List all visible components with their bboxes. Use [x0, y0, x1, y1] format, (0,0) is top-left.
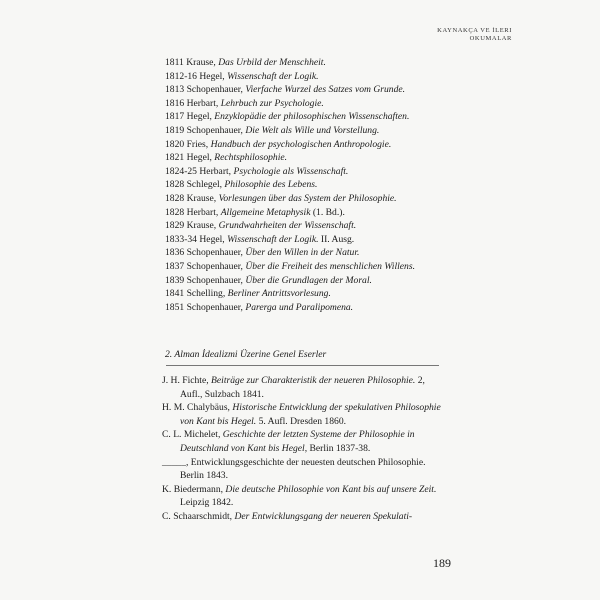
chronology-entry	[165, 124, 465, 138]
chronology-entry	[165, 274, 465, 288]
entry-year: 1821	[165, 152, 185, 164]
chronology-entry	[165, 301, 465, 315]
entry-suffix: 2, Aufl., Sulzbach 1841.	[180, 375, 425, 400]
running-head-line-1: KAYNAKÇA VE İLERI	[437, 27, 512, 34]
entry-author: Schlegel,	[184, 179, 225, 191]
bibliography-entry	[162, 510, 444, 524]
bibliography-list	[162, 374, 444, 524]
entry-title: Vierfache Wurzel des Satzes vom Grunde.	[245, 84, 406, 96]
entry-title: Psychologie als Wissenschaft.	[233, 165, 349, 177]
chronology-entry	[165, 206, 465, 220]
entry-title: Handbuch der psychologischen Anthropologie.	[210, 138, 392, 150]
entry-title: Über den Willen in der Natur.	[245, 247, 360, 259]
chronology-entry	[165, 287, 465, 301]
entry-year: 1839	[165, 274, 185, 286]
entry-year: 1828	[165, 206, 185, 218]
bibliography-entry	[162, 401, 444, 428]
entry-author: Krause,	[183, 57, 219, 68]
entry-title: Über die Grundlagen der Moral.	[245, 274, 372, 286]
entry-title: Die deutsche Philosophie von Kant bis auf unsere Zeit.	[225, 483, 437, 495]
entry-title: Beiträge zur Charakteristik der neueren Philosophie.	[211, 375, 416, 386]
entry-author: Hegel,	[196, 233, 228, 245]
entry-title: Geschichte der letzten Systeme der Philosophie in Deutschland von Kant bis Hegel,	[180, 429, 415, 454]
chronology-entry	[165, 138, 465, 152]
chronology-entry	[165, 56, 465, 70]
entry-title: Berliner Antrittsvorlesung.	[227, 288, 331, 300]
chronology-entry	[165, 246, 465, 260]
chronology-entry	[165, 192, 465, 206]
entry-author: Fries,	[184, 138, 211, 150]
entry-author: Schopenhauer,	[184, 274, 246, 286]
entry-author: Schopenhauer,	[184, 301, 246, 313]
entry-author: _____,	[162, 456, 191, 468]
entry-year: 1829	[165, 220, 185, 232]
chronology-entry	[165, 165, 465, 179]
entry-author: K. Biedermann,	[162, 483, 226, 495]
chronology-list	[165, 56, 465, 314]
entry-title: Die Welt als Wille und Vorstellung.	[245, 124, 380, 136]
entry-author: C. L. Michelet,	[162, 429, 223, 441]
chronology-entry	[165, 70, 465, 84]
entry-author: Krause,	[184, 220, 219, 232]
entry-year: 1828	[165, 179, 185, 191]
entry-year: 1851	[165, 301, 185, 313]
entry-author: Schelling,	[184, 288, 228, 300]
entry-title: Grundwahrheiten der Wissenschaft.	[218, 220, 357, 232]
entry-suffix: (1. Bd.).	[310, 206, 345, 218]
entry-author: Herbart,	[196, 165, 234, 177]
entry-title: Lehrbuch zur Psychologie.	[220, 97, 324, 109]
running-head	[437, 27, 512, 43]
entry-title: Philosophie des Lebens.	[224, 179, 318, 191]
entry-year: 1836	[165, 247, 185, 259]
entry-author: Hegel,	[184, 111, 215, 123]
entry-title: Rechtsphilosophie.	[214, 152, 288, 164]
entry-suffix: 5. Aufl. Dresden 1860.	[256, 415, 347, 427]
chronology-entry	[165, 110, 465, 124]
entry-suffix: Berlin 1837-38.	[307, 442, 371, 454]
entry-suffix: II. Ausg.	[318, 233, 355, 245]
entry-year: 1828	[165, 192, 185, 204]
entry-year: 1824-25	[165, 165, 197, 177]
chronology-entry	[165, 178, 465, 192]
entry-year: 1833-34	[165, 233, 197, 245]
bibliography-entry	[162, 483, 444, 510]
running-head-line-2: OKUMALAR	[469, 35, 512, 42]
entry-author: Schopenhauer,	[184, 124, 246, 136]
entry-author: Herbart,	[184, 97, 221, 109]
entry-author: Schopenhauer,	[184, 84, 246, 96]
entry-title: Historische Entwicklung der spekulativen Philosophie von Kant bis Hegel.	[180, 402, 441, 427]
section-rule	[166, 365, 439, 366]
chronology-entry	[165, 97, 465, 111]
page-number: 189	[433, 556, 451, 570]
entry-suffix: Leipzig 1842.	[180, 497, 234, 509]
entry-author: Schopenhauer,	[184, 247, 246, 259]
entry-year: 1813	[165, 84, 185, 96]
entry-year: 1841	[165, 288, 185, 300]
entry-author: Schopenhauer,	[184, 260, 246, 272]
entry-title: Wissenschaft der Logik.	[227, 233, 319, 245]
entry-year: 1812-16	[165, 70, 197, 82]
entry-year: 1811	[165, 57, 184, 68]
entry-year: 1816	[165, 97, 185, 109]
entry-year: 1819	[165, 124, 185, 136]
entry-author: J. H. Fichte,	[162, 375, 212, 386]
entry-title: Wissenschaft der Logik.	[227, 70, 319, 82]
entry-author: Krause,	[184, 192, 219, 204]
chronology-entry	[165, 219, 465, 233]
entry-author: Hegel,	[196, 70, 228, 82]
entry-author: Hegel,	[184, 152, 215, 164]
entry-title: Allgemeine Metaphysik	[220, 206, 311, 218]
entry-title: Enzyklopädie der philosophischen Wissenschaften.	[214, 111, 410, 123]
entry-title: Der Entwicklungsgang der neueren Spekulati-	[234, 510, 413, 522]
entry-year: 1817	[165, 111, 185, 123]
entry-title: Über die Freiheit des menschlichen Willens.	[245, 260, 415, 272]
entry-author: Herbart,	[184, 206, 221, 218]
chronology-entry	[165, 233, 465, 247]
entry-title: Das Urbild der Menschheit.	[218, 57, 326, 68]
bibliography-entry	[162, 374, 444, 401]
entry-author: H. M. Chalybäus,	[162, 402, 233, 414]
chronology-entry	[165, 83, 465, 97]
bibliography-entry	[162, 428, 444, 455]
entry-year: 1820	[165, 138, 185, 150]
chronology-entry	[165, 151, 465, 165]
entry-year: 1837	[165, 260, 185, 272]
entry-title: Vorlesungen über das System der Philosophie.	[218, 192, 397, 204]
entry-suffix: Entwicklungsgeschichte der neuesten deutschen Philosophie. Berlin 1843.	[180, 456, 426, 482]
bibliography-entry	[162, 456, 444, 483]
entry-author: C. Schaarschmidt,	[162, 510, 235, 522]
chronology-entry	[165, 260, 465, 274]
section-title: 2. Alman İdealizmi Üzerine Genel Eserler	[165, 349, 327, 360]
entry-title: Parerga und Paralipomena.	[245, 301, 354, 313]
